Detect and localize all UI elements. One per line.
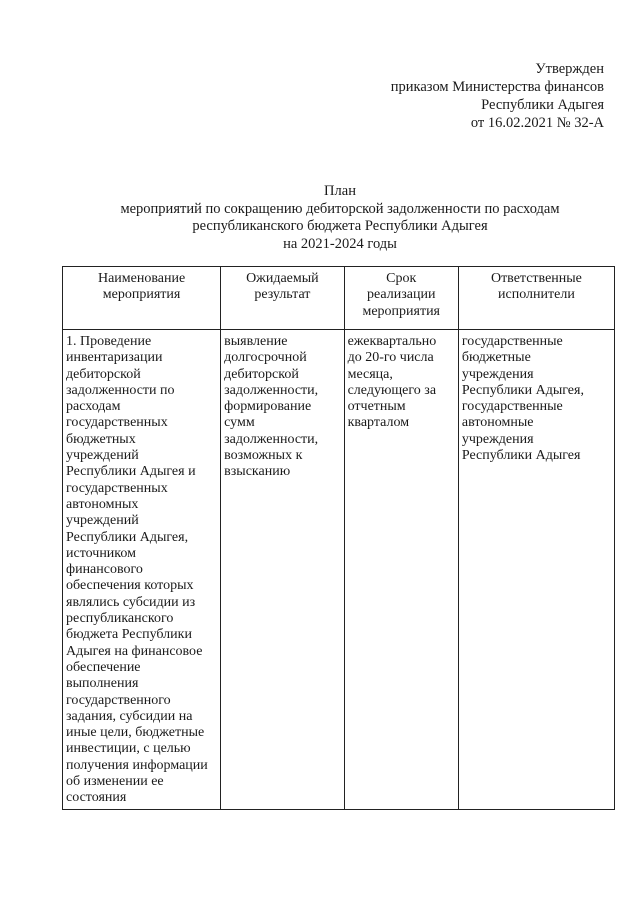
header-deadline: Срок реализации мероприятия (344, 267, 458, 330)
header-measure: Наименование мероприятия (63, 267, 221, 330)
cell-executors: государственные бюджетные учреждения Республики Адыгея, государственные автономные учреждения Республики Адыгея (458, 330, 614, 810)
cell-deadline: ежеквартально до 20-го числа месяца, следующего за отчетным кварталом (344, 330, 458, 810)
header-executors: Ответственные исполнители (458, 267, 614, 330)
approval-line: Утвержден (535, 61, 604, 77)
table-header-row (63, 267, 615, 330)
approval-block (391, 60, 604, 132)
plan-table (62, 266, 615, 810)
document-heading (60, 183, 620, 253)
table-row (63, 330, 615, 810)
cell-result: выявление долгосрочной дебиторской задолженности, формирование сумм задолженности, возможных к взысканию (221, 330, 344, 810)
approval-line: приказом Министерства финансов (390, 79, 604, 95)
approval-line: Республики Адыгея (481, 97, 604, 113)
heading-subtitle-line: республиканского бюджета Республики Адыгея (192, 218, 488, 234)
cell-measure: 1. Проведение инвентаризации дебиторской задолженности по расходам государственных бюджетных учреждений Республики Адыгея и государственных автономных учреждений Республики Адыгея, источником финансового обеспечения которых являлись субсидии из республиканского бюджета Республики Адыгея на финансовое обеспечение выполнения государственного задания, субсидии на иные цели, бюджетные инвестиции, с целью получения информации об изменении ее состояния (63, 330, 221, 810)
heading-title: План (324, 183, 356, 199)
heading-period: на 2021-2024 годы (283, 235, 397, 252)
heading-subtitle-line: мероприятий по сокращению дебиторской задолженности по расходам (120, 200, 560, 217)
approval-date-number: от 16.02.2021 № 32-А (470, 115, 604, 131)
header-result: Ожидаемый результат (221, 267, 344, 330)
